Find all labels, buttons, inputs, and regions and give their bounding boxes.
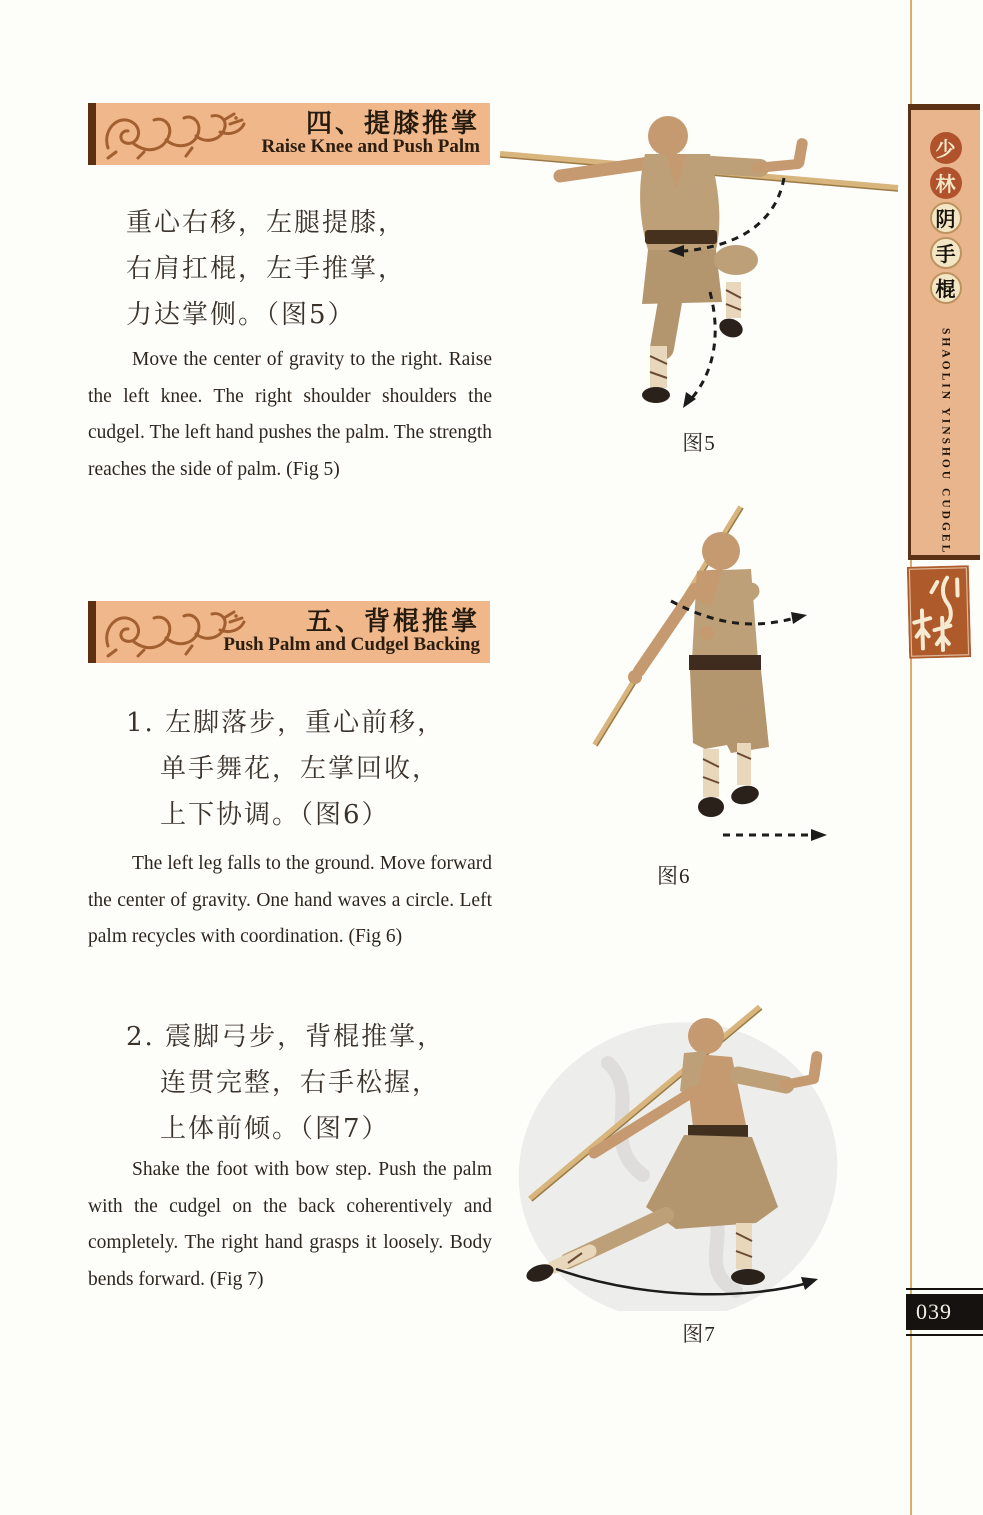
- figure5-monk-raise-knee-photo: [498, 98, 900, 420]
- verse-line: 重心右移，左腿提膝，: [126, 208, 407, 238]
- verse-line: 单手舞花，左掌回收，: [160, 754, 441, 784]
- spine-title-badges: [930, 132, 962, 304]
- chinese-verse-2: [126, 700, 506, 838]
- verse-line: 2. 震脚弓步，背棍推掌，: [126, 1022, 446, 1052]
- verse-line: 右肩扛棍，左手推掌，: [126, 254, 407, 284]
- verse-line: 1. 左脚落步，重心前移，: [126, 708, 446, 738]
- spine-bottom-cap: [911, 555, 980, 560]
- figure-caption: 图6: [657, 864, 691, 888]
- section-title-en: Raise Knee and Push Palm: [261, 136, 480, 158]
- spine-badge-lin: 林: [930, 167, 962, 199]
- figure-6: [545, 505, 895, 890]
- chinese-verse-1: [126, 200, 506, 338]
- badge-rule-bottom: [906, 1334, 983, 1336]
- section-title-cn: 五、背棍推掌: [305, 606, 480, 636]
- spine-badge-shou: 手: [930, 237, 962, 269]
- spine-english-title: SHAOLIN YINSHOU CUDGEL: [939, 327, 952, 556]
- figure6-monk-step-photo: [545, 505, 895, 853]
- monk-silhouette: [628, 532, 769, 817]
- section-title-en: Push Palm and Cudgel Backing: [223, 634, 480, 656]
- dragon-ornament-icon: [100, 604, 250, 663]
- shaolin-seal-stamp: [907, 565, 971, 659]
- figure-5: [498, 98, 900, 457]
- english-paragraph-3: Shake the foot with bow step. Push the palm with the cudgel on the back coherentively and completely. The right hand grasps it loosely. Body bends forward. (Fig 7): [88, 1159, 492, 1290]
- page-number: 039: [916, 1299, 952, 1324]
- page-number-badge: [906, 1288, 983, 1336]
- figure-caption: 图5: [682, 431, 716, 455]
- figure7-monk-bow-stance-photo: [498, 1003, 900, 1311]
- book-spine-strip: [908, 104, 980, 560]
- section-header-raise-knee: [88, 103, 490, 165]
- verse-line: 上体前倾。（图7）: [160, 1114, 390, 1144]
- dragon-ornament-icon: [100, 106, 250, 165]
- page-number-bar: [906, 1294, 983, 1330]
- monk-silhouette: [560, 116, 809, 403]
- figure-7: [498, 1003, 900, 1348]
- spine-badge-gun: 棍: [930, 272, 962, 304]
- spine-badge-shao: 少: [930, 132, 962, 164]
- verse-line: 上下协调。（图6）: [160, 800, 390, 830]
- verse-line: 连贯完整，右手松握，: [160, 1068, 441, 1098]
- chinese-verse-3: [126, 1014, 506, 1152]
- section-title-cn: 四、提膝推掌: [305, 108, 480, 138]
- english-paragraph-2: The left leg falls to the ground. Move forward the center of gravity. One hand waves a circle. Left palm recycles with coordination. (Fig 6): [88, 853, 492, 948]
- figure-caption: 图7: [682, 1322, 716, 1346]
- english-paragraph-1: Move the center of gravity to the right. Raise the left knee. The right shoulder shoulders the cudgel. The left hand pushes the palm. The strength reaches the side of palm. (Fig 5): [88, 349, 492, 480]
- verse-line: 力达掌侧。（图5）: [126, 300, 356, 330]
- spine-top-cap: [911, 104, 980, 110]
- spine-badge-yin: 阴: [930, 202, 962, 234]
- section-header-cudgel-backing: [88, 601, 490, 663]
